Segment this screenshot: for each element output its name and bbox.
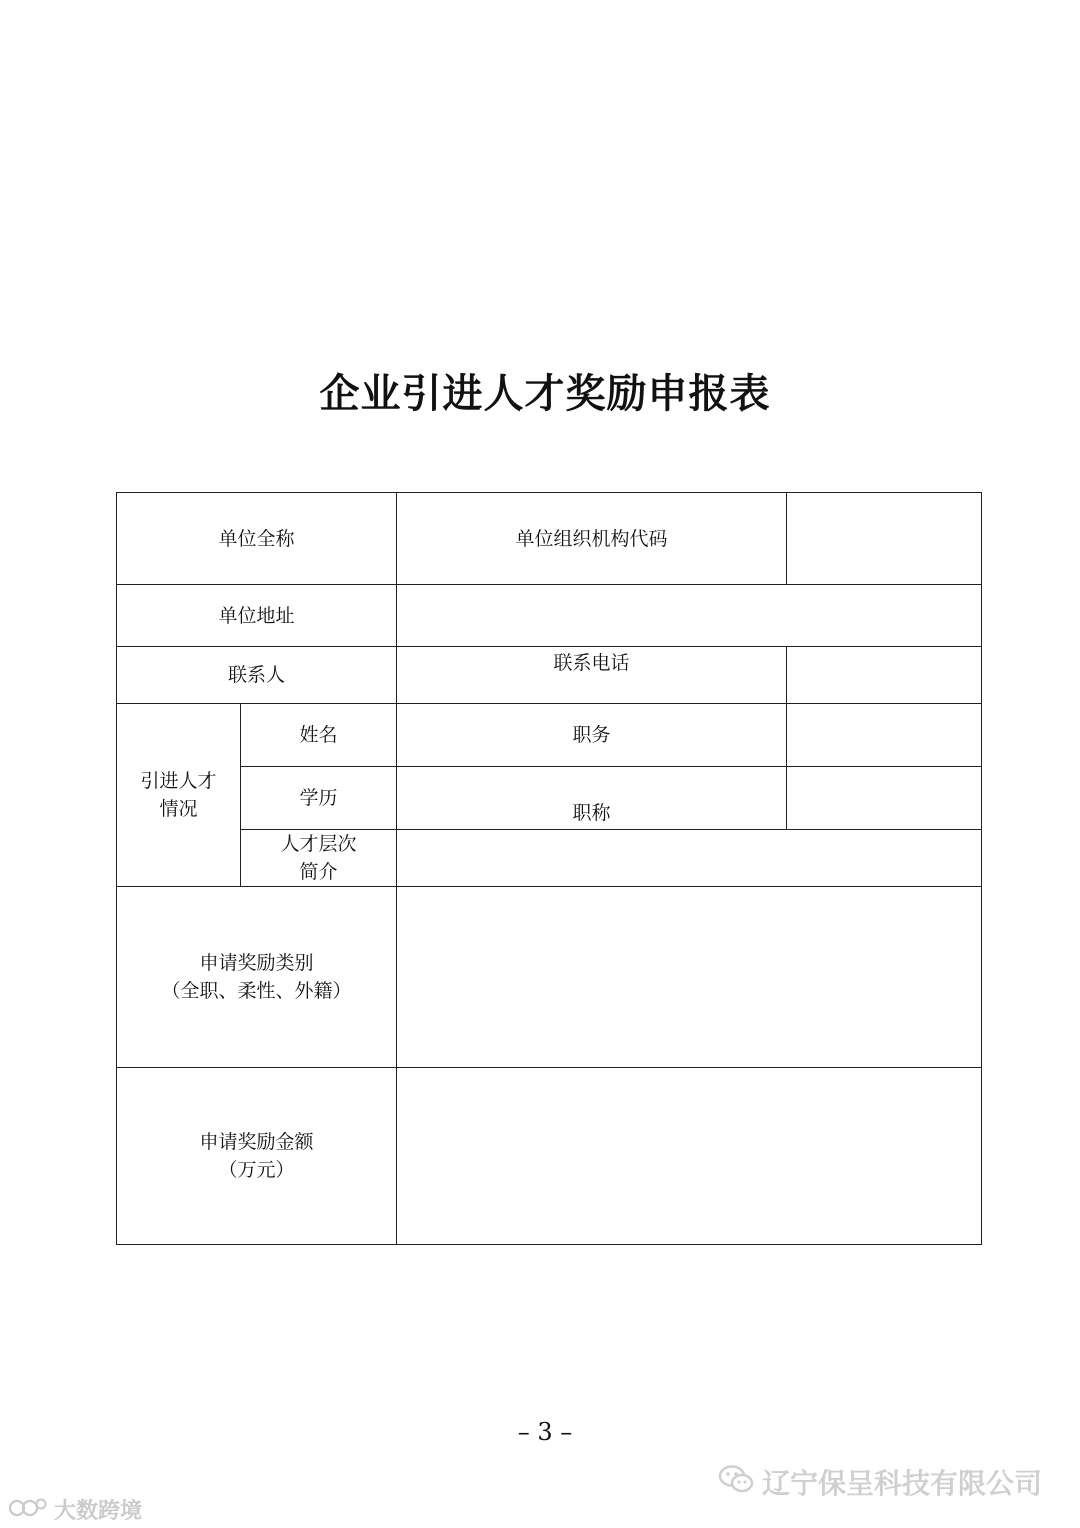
position-label [396, 703, 787, 767]
wechat-icon [718, 1464, 754, 1501]
wechat-account-name: 辽宁保呈科技有限公司 [761, 1467, 1042, 1500]
talent-level-label-line1: 人才层次 [280, 833, 357, 855]
award-amount-value-field[interactable] [396, 1067, 982, 1245]
position-label-text: 职务 [572, 724, 611, 746]
contact-person-label-text: 联系人 [227, 664, 285, 686]
title-label-text: 职称 [572, 802, 611, 824]
name-label-text: 姓名 [299, 724, 338, 746]
award-category-label-line2: （全职、柔性、外籍） [161, 980, 352, 1002]
brand-watermark [8, 1494, 142, 1525]
award-category-value-field[interactable] [396, 886, 982, 1068]
talent-level-value-field[interactable] [396, 829, 982, 887]
org-code-value-field[interactable] [786, 492, 982, 585]
education-label-text: 学历 [299, 787, 338, 809]
unit-address-label-text: 单位地址 [218, 604, 295, 627]
application-form-table [116, 492, 982, 1245]
org-code-label [396, 492, 787, 585]
contact-phone-value-field[interactable] [786, 646, 982, 704]
wechat-account-watermark [718, 1462, 1042, 1502]
name-label [240, 703, 397, 767]
brand-logo-icon [8, 1495, 48, 1525]
award-amount-label-line2: （万元） [218, 1159, 295, 1181]
education-label [240, 766, 397, 830]
talent-section-label-line1: 引进人才 [140, 770, 217, 792]
unit-address-value-field[interactable] [396, 584, 982, 647]
page-number: – 3 – [517, 1418, 573, 1446]
unit-name-label [116, 492, 397, 585]
brand-watermark-text: 大数跨境 [54, 1499, 143, 1524]
contact-phone-label [396, 646, 787, 704]
award-amount-label [116, 1067, 397, 1245]
page-title: 企业引进人才奖励申报表 [319, 371, 771, 417]
unit-address-label [116, 584, 397, 647]
title-label [396, 766, 787, 830]
position-value-field[interactable] [786, 703, 982, 767]
talent-section-label-line2: 情况 [159, 798, 198, 820]
award-amount-label-line1: 申请奖励金额 [199, 1131, 314, 1153]
contact-person-label [116, 646, 397, 704]
unit-name-label-text: 单位全称 [218, 527, 295, 550]
talent-section-label [116, 703, 241, 887]
contact-phone-label-text: 联系电话 [553, 652, 630, 674]
org-code-label-text: 单位组织机构代码 [515, 527, 668, 550]
award-category-label-line1: 申请奖励类别 [199, 952, 314, 974]
talent-level-label [240, 829, 397, 887]
title-value-field[interactable] [786, 766, 982, 830]
talent-level-label-line2: 简介 [299, 861, 338, 883]
award-category-label [116, 886, 397, 1068]
